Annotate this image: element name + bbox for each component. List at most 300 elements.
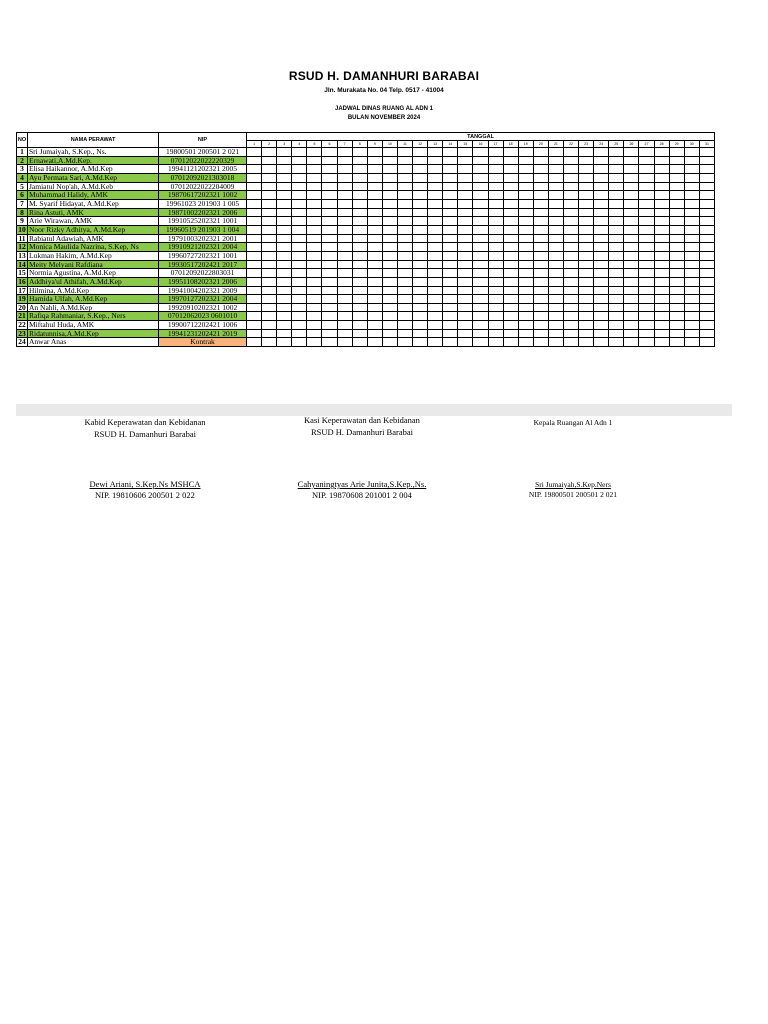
- schedule-cell[interactable]: [533, 329, 548, 338]
- schedule-cell[interactable]: [609, 251, 624, 260]
- schedule-cell[interactable]: [473, 234, 488, 243]
- schedule-cell[interactable]: [594, 243, 609, 252]
- schedule-cell[interactable]: [443, 277, 458, 286]
- schedule-cell[interactable]: [518, 329, 533, 338]
- schedule-cell[interactable]: [488, 329, 503, 338]
- schedule-cell[interactable]: [594, 303, 609, 312]
- schedule-cell[interactable]: [473, 303, 488, 312]
- schedule-cell[interactable]: [639, 269, 654, 278]
- schedule-cell[interactable]: [684, 208, 699, 217]
- schedule-cell[interactable]: [443, 173, 458, 182]
- schedule-cell[interactable]: [307, 234, 322, 243]
- schedule-cell[interactable]: [533, 191, 548, 200]
- schedule-cell[interactable]: [624, 182, 639, 191]
- schedule-cell[interactable]: [639, 295, 654, 304]
- schedule-cell[interactable]: [428, 321, 443, 330]
- schedule-cell[interactable]: [322, 217, 337, 226]
- schedule-cell[interactable]: [382, 312, 397, 321]
- schedule-cell[interactable]: [533, 165, 548, 174]
- schedule-cell[interactable]: [443, 217, 458, 226]
- schedule-cell[interactable]: [428, 329, 443, 338]
- schedule-cell[interactable]: [669, 286, 684, 295]
- schedule-cell[interactable]: [413, 338, 428, 347]
- schedule-cell[interactable]: [609, 329, 624, 338]
- schedule-cell[interactable]: [382, 199, 397, 208]
- schedule-cell[interactable]: [684, 243, 699, 252]
- schedule-cell[interactable]: [654, 295, 669, 304]
- schedule-cell[interactable]: [473, 225, 488, 234]
- schedule-cell[interactable]: [307, 156, 322, 165]
- schedule-cell[interactable]: [699, 303, 714, 312]
- schedule-cell[interactable]: [639, 277, 654, 286]
- schedule-cell[interactable]: [413, 225, 428, 234]
- schedule-cell[interactable]: [639, 217, 654, 226]
- schedule-cell[interactable]: [413, 295, 428, 304]
- schedule-cell[interactable]: [292, 269, 307, 278]
- schedule-cell[interactable]: [639, 234, 654, 243]
- schedule-cell[interactable]: [382, 303, 397, 312]
- schedule-cell[interactable]: [458, 338, 473, 347]
- schedule-cell[interactable]: [413, 303, 428, 312]
- schedule-cell[interactable]: [413, 329, 428, 338]
- schedule-cell[interactable]: [397, 269, 412, 278]
- schedule-cell[interactable]: [292, 243, 307, 252]
- schedule-cell[interactable]: [579, 303, 594, 312]
- schedule-cell[interactable]: [579, 199, 594, 208]
- schedule-cell[interactable]: [699, 182, 714, 191]
- schedule-cell[interactable]: [473, 148, 488, 157]
- schedule-cell[interactable]: [684, 338, 699, 347]
- schedule-cell[interactable]: [594, 217, 609, 226]
- schedule-cell[interactable]: [443, 199, 458, 208]
- schedule-cell[interactable]: [548, 269, 563, 278]
- schedule-cell[interactable]: [352, 321, 367, 330]
- schedule-cell[interactable]: [699, 165, 714, 174]
- schedule-cell[interactable]: [579, 321, 594, 330]
- schedule-cell[interactable]: [594, 173, 609, 182]
- schedule-cell[interactable]: [699, 148, 714, 157]
- schedule-cell[interactable]: [654, 321, 669, 330]
- schedule-cell[interactable]: [609, 199, 624, 208]
- schedule-cell[interactable]: [639, 225, 654, 234]
- schedule-cell[interactable]: [503, 329, 518, 338]
- schedule-cell[interactable]: [367, 217, 382, 226]
- schedule-cell[interactable]: [307, 303, 322, 312]
- schedule-cell[interactable]: [247, 295, 262, 304]
- schedule-cell[interactable]: [503, 303, 518, 312]
- schedule-cell[interactable]: [579, 217, 594, 226]
- schedule-cell[interactable]: [488, 191, 503, 200]
- schedule-cell[interactable]: [563, 286, 578, 295]
- schedule-cell[interactable]: [458, 173, 473, 182]
- schedule-cell[interactable]: [277, 329, 292, 338]
- schedule-cell[interactable]: [473, 295, 488, 304]
- schedule-cell[interactable]: [503, 199, 518, 208]
- schedule-cell[interactable]: [413, 191, 428, 200]
- schedule-cell[interactable]: [307, 165, 322, 174]
- schedule-cell[interactable]: [352, 182, 367, 191]
- schedule-cell[interactable]: [473, 243, 488, 252]
- schedule-cell[interactable]: [247, 251, 262, 260]
- schedule-cell[interactable]: [518, 277, 533, 286]
- schedule-cell[interactable]: [292, 208, 307, 217]
- schedule-cell[interactable]: [428, 338, 443, 347]
- schedule-cell[interactable]: [503, 260, 518, 269]
- schedule-cell[interactable]: [488, 217, 503, 226]
- schedule-cell[interactable]: [367, 295, 382, 304]
- schedule-cell[interactable]: [609, 148, 624, 157]
- schedule-cell[interactable]: [624, 277, 639, 286]
- schedule-cell[interactable]: [503, 165, 518, 174]
- schedule-cell[interactable]: [594, 260, 609, 269]
- schedule-cell[interactable]: [443, 251, 458, 260]
- schedule-cell[interactable]: [382, 217, 397, 226]
- schedule-cell[interactable]: [458, 234, 473, 243]
- schedule-cell[interactable]: [307, 277, 322, 286]
- schedule-cell[interactable]: [654, 312, 669, 321]
- schedule-cell[interactable]: [563, 338, 578, 347]
- schedule-cell[interactable]: [322, 303, 337, 312]
- schedule-cell[interactable]: [473, 269, 488, 278]
- schedule-cell[interactable]: [518, 303, 533, 312]
- schedule-cell[interactable]: [473, 251, 488, 260]
- schedule-cell[interactable]: [548, 338, 563, 347]
- schedule-cell[interactable]: [443, 286, 458, 295]
- schedule-cell[interactable]: [563, 243, 578, 252]
- schedule-cell[interactable]: [307, 321, 322, 330]
- schedule-cell[interactable]: [322, 243, 337, 252]
- schedule-cell[interactable]: [307, 269, 322, 278]
- schedule-cell[interactable]: [277, 295, 292, 304]
- schedule-cell[interactable]: [443, 156, 458, 165]
- schedule-cell[interactable]: [518, 251, 533, 260]
- schedule-cell[interactable]: [322, 312, 337, 321]
- schedule-cell[interactable]: [443, 295, 458, 304]
- schedule-cell[interactable]: [699, 208, 714, 217]
- schedule-cell[interactable]: [322, 225, 337, 234]
- schedule-cell[interactable]: [413, 199, 428, 208]
- schedule-cell[interactable]: [352, 191, 367, 200]
- schedule-cell[interactable]: [699, 251, 714, 260]
- schedule-cell[interactable]: [428, 191, 443, 200]
- schedule-cell[interactable]: [503, 312, 518, 321]
- schedule-cell[interactable]: [669, 260, 684, 269]
- schedule-cell[interactable]: [262, 329, 277, 338]
- schedule-cell[interactable]: [428, 165, 443, 174]
- schedule-cell[interactable]: [458, 303, 473, 312]
- schedule-cell[interactable]: [548, 156, 563, 165]
- schedule-cell[interactable]: [533, 173, 548, 182]
- schedule-cell[interactable]: [548, 173, 563, 182]
- schedule-cell[interactable]: [367, 338, 382, 347]
- schedule-cell[interactable]: [397, 286, 412, 295]
- schedule-cell[interactable]: [548, 199, 563, 208]
- schedule-cell[interactable]: [579, 251, 594, 260]
- schedule-cell[interactable]: [533, 303, 548, 312]
- schedule-cell[interactable]: [292, 251, 307, 260]
- schedule-cell[interactable]: [473, 182, 488, 191]
- schedule-cell[interactable]: [563, 148, 578, 157]
- schedule-cell[interactable]: [397, 338, 412, 347]
- schedule-cell[interactable]: [413, 321, 428, 330]
- schedule-cell[interactable]: [563, 303, 578, 312]
- schedule-cell[interactable]: [458, 191, 473, 200]
- schedule-cell[interactable]: [684, 199, 699, 208]
- schedule-cell[interactable]: [488, 173, 503, 182]
- schedule-cell[interactable]: [548, 243, 563, 252]
- schedule-cell[interactable]: [307, 243, 322, 252]
- schedule-cell[interactable]: [458, 312, 473, 321]
- schedule-cell[interactable]: [669, 199, 684, 208]
- schedule-cell[interactable]: [367, 173, 382, 182]
- schedule-cell[interactable]: [699, 243, 714, 252]
- schedule-cell[interactable]: [548, 234, 563, 243]
- schedule-cell[interactable]: [548, 321, 563, 330]
- schedule-cell[interactable]: [397, 225, 412, 234]
- schedule-cell[interactable]: [443, 338, 458, 347]
- schedule-cell[interactable]: [307, 217, 322, 226]
- schedule-cell[interactable]: [337, 277, 352, 286]
- schedule-cell[interactable]: [322, 208, 337, 217]
- schedule-cell[interactable]: [639, 148, 654, 157]
- schedule-cell[interactable]: [654, 329, 669, 338]
- schedule-cell[interactable]: [684, 260, 699, 269]
- schedule-cell[interactable]: [382, 156, 397, 165]
- schedule-cell[interactable]: [247, 182, 262, 191]
- schedule-cell[interactable]: [548, 303, 563, 312]
- schedule-cell[interactable]: [458, 182, 473, 191]
- schedule-cell[interactable]: [669, 182, 684, 191]
- schedule-cell[interactable]: [563, 269, 578, 278]
- schedule-cell[interactable]: [488, 148, 503, 157]
- schedule-cell[interactable]: [382, 329, 397, 338]
- schedule-cell[interactable]: [473, 286, 488, 295]
- schedule-cell[interactable]: [488, 156, 503, 165]
- schedule-cell[interactable]: [428, 225, 443, 234]
- schedule-cell[interactable]: [624, 243, 639, 252]
- schedule-cell[interactable]: [579, 182, 594, 191]
- schedule-cell[interactable]: [292, 217, 307, 226]
- schedule-cell[interactable]: [699, 286, 714, 295]
- schedule-cell[interactable]: [639, 156, 654, 165]
- schedule-cell[interactable]: [609, 243, 624, 252]
- schedule-cell[interactable]: [669, 295, 684, 304]
- schedule-cell[interactable]: [443, 148, 458, 157]
- schedule-cell[interactable]: [367, 312, 382, 321]
- schedule-cell[interactable]: [397, 191, 412, 200]
- schedule-cell[interactable]: [609, 277, 624, 286]
- schedule-cell[interactable]: [413, 243, 428, 252]
- schedule-cell[interactable]: [262, 156, 277, 165]
- schedule-cell[interactable]: [277, 191, 292, 200]
- schedule-cell[interactable]: [473, 312, 488, 321]
- schedule-cell[interactable]: [413, 260, 428, 269]
- schedule-cell[interactable]: [609, 295, 624, 304]
- schedule-cell[interactable]: [277, 251, 292, 260]
- schedule-cell[interactable]: [337, 156, 352, 165]
- schedule-cell[interactable]: [397, 260, 412, 269]
- schedule-cell[interactable]: [609, 303, 624, 312]
- schedule-cell[interactable]: [609, 312, 624, 321]
- schedule-cell[interactable]: [337, 338, 352, 347]
- schedule-cell[interactable]: [382, 148, 397, 157]
- schedule-cell[interactable]: [322, 191, 337, 200]
- schedule-cell[interactable]: [307, 286, 322, 295]
- schedule-cell[interactable]: [307, 312, 322, 321]
- schedule-cell[interactable]: [579, 191, 594, 200]
- schedule-cell[interactable]: [322, 260, 337, 269]
- schedule-cell[interactable]: [367, 234, 382, 243]
- schedule-cell[interactable]: [367, 260, 382, 269]
- schedule-cell[interactable]: [352, 286, 367, 295]
- schedule-cell[interactable]: [594, 182, 609, 191]
- schedule-cell[interactable]: [277, 286, 292, 295]
- schedule-cell[interactable]: [277, 269, 292, 278]
- schedule-cell[interactable]: [397, 156, 412, 165]
- schedule-cell[interactable]: [322, 251, 337, 260]
- schedule-cell[interactable]: [594, 312, 609, 321]
- schedule-cell[interactable]: [262, 208, 277, 217]
- schedule-cell[interactable]: [563, 156, 578, 165]
- schedule-cell[interactable]: [609, 234, 624, 243]
- schedule-cell[interactable]: [488, 243, 503, 252]
- schedule-cell[interactable]: [337, 243, 352, 252]
- schedule-cell[interactable]: [548, 217, 563, 226]
- schedule-cell[interactable]: [262, 182, 277, 191]
- schedule-cell[interactable]: [594, 156, 609, 165]
- schedule-cell[interactable]: [367, 182, 382, 191]
- schedule-cell[interactable]: [669, 338, 684, 347]
- schedule-cell[interactable]: [533, 234, 548, 243]
- schedule-cell[interactable]: [518, 243, 533, 252]
- schedule-cell[interactable]: [669, 225, 684, 234]
- schedule-cell[interactable]: [367, 243, 382, 252]
- schedule-cell[interactable]: [684, 321, 699, 330]
- schedule-cell[interactable]: [322, 286, 337, 295]
- schedule-cell[interactable]: [563, 225, 578, 234]
- schedule-cell[interactable]: [292, 173, 307, 182]
- schedule-cell[interactable]: [262, 321, 277, 330]
- schedule-cell[interactable]: [292, 182, 307, 191]
- schedule-cell[interactable]: [669, 251, 684, 260]
- schedule-cell[interactable]: [579, 225, 594, 234]
- schedule-cell[interactable]: [548, 260, 563, 269]
- schedule-cell[interactable]: [262, 260, 277, 269]
- schedule-cell[interactable]: [262, 338, 277, 347]
- schedule-cell[interactable]: [247, 199, 262, 208]
- schedule-cell[interactable]: [563, 251, 578, 260]
- schedule-cell[interactable]: [277, 321, 292, 330]
- schedule-cell[interactable]: [518, 269, 533, 278]
- schedule-cell[interactable]: [262, 199, 277, 208]
- schedule-cell[interactable]: [563, 208, 578, 217]
- schedule-cell[interactable]: [488, 182, 503, 191]
- schedule-cell[interactable]: [413, 148, 428, 157]
- schedule-cell[interactable]: [473, 217, 488, 226]
- schedule-cell[interactable]: [367, 156, 382, 165]
- schedule-cell[interactable]: [503, 277, 518, 286]
- schedule-cell[interactable]: [488, 165, 503, 174]
- schedule-cell[interactable]: [247, 321, 262, 330]
- schedule-cell[interactable]: [533, 338, 548, 347]
- schedule-cell[interactable]: [488, 277, 503, 286]
- schedule-cell[interactable]: [503, 148, 518, 157]
- schedule-cell[interactable]: [624, 303, 639, 312]
- schedule-cell[interactable]: [639, 312, 654, 321]
- schedule-cell[interactable]: [488, 260, 503, 269]
- schedule-cell[interactable]: [247, 303, 262, 312]
- schedule-cell[interactable]: [533, 217, 548, 226]
- schedule-cell[interactable]: [533, 156, 548, 165]
- schedule-cell[interactable]: [609, 173, 624, 182]
- schedule-cell[interactable]: [397, 173, 412, 182]
- schedule-cell[interactable]: [247, 165, 262, 174]
- schedule-cell[interactable]: [639, 191, 654, 200]
- schedule-cell[interactable]: [699, 295, 714, 304]
- schedule-cell[interactable]: [277, 260, 292, 269]
- schedule-cell[interactable]: [609, 217, 624, 226]
- schedule-cell[interactable]: [699, 338, 714, 347]
- schedule-cell[interactable]: [428, 182, 443, 191]
- schedule-cell[interactable]: [654, 225, 669, 234]
- schedule-cell[interactable]: [458, 295, 473, 304]
- schedule-cell[interactable]: [548, 165, 563, 174]
- schedule-cell[interactable]: [669, 277, 684, 286]
- schedule-cell[interactable]: [428, 234, 443, 243]
- schedule-cell[interactable]: [397, 148, 412, 157]
- schedule-cell[interactable]: [624, 234, 639, 243]
- schedule-cell[interactable]: [458, 217, 473, 226]
- schedule-cell[interactable]: [684, 277, 699, 286]
- schedule-cell[interactable]: [428, 173, 443, 182]
- schedule-cell[interactable]: [352, 173, 367, 182]
- schedule-cell[interactable]: [699, 173, 714, 182]
- schedule-cell[interactable]: [609, 208, 624, 217]
- schedule-cell[interactable]: [428, 217, 443, 226]
- schedule-cell[interactable]: [443, 329, 458, 338]
- schedule-cell[interactable]: [563, 260, 578, 269]
- schedule-cell[interactable]: [292, 338, 307, 347]
- schedule-cell[interactable]: [533, 225, 548, 234]
- schedule-cell[interactable]: [563, 321, 578, 330]
- schedule-cell[interactable]: [669, 156, 684, 165]
- schedule-cell[interactable]: [352, 269, 367, 278]
- schedule-cell[interactable]: [684, 303, 699, 312]
- schedule-cell[interactable]: [367, 277, 382, 286]
- schedule-cell[interactable]: [533, 277, 548, 286]
- schedule-cell[interactable]: [518, 156, 533, 165]
- schedule-cell[interactable]: [397, 217, 412, 226]
- schedule-cell[interactable]: [579, 277, 594, 286]
- schedule-cell[interactable]: [262, 234, 277, 243]
- schedule-cell[interactable]: [503, 156, 518, 165]
- schedule-cell[interactable]: [699, 260, 714, 269]
- schedule-cell[interactable]: [624, 199, 639, 208]
- schedule-cell[interactable]: [684, 217, 699, 226]
- schedule-cell[interactable]: [428, 269, 443, 278]
- schedule-cell[interactable]: [699, 321, 714, 330]
- schedule-cell[interactable]: [322, 234, 337, 243]
- schedule-cell[interactable]: [518, 148, 533, 157]
- schedule-cell[interactable]: [548, 191, 563, 200]
- schedule-cell[interactable]: [277, 277, 292, 286]
- schedule-cell[interactable]: [684, 173, 699, 182]
- schedule-cell[interactable]: [624, 165, 639, 174]
- schedule-cell[interactable]: [247, 217, 262, 226]
- schedule-cell[interactable]: [699, 329, 714, 338]
- schedule-cell[interactable]: [488, 208, 503, 217]
- schedule-cell[interactable]: [382, 225, 397, 234]
